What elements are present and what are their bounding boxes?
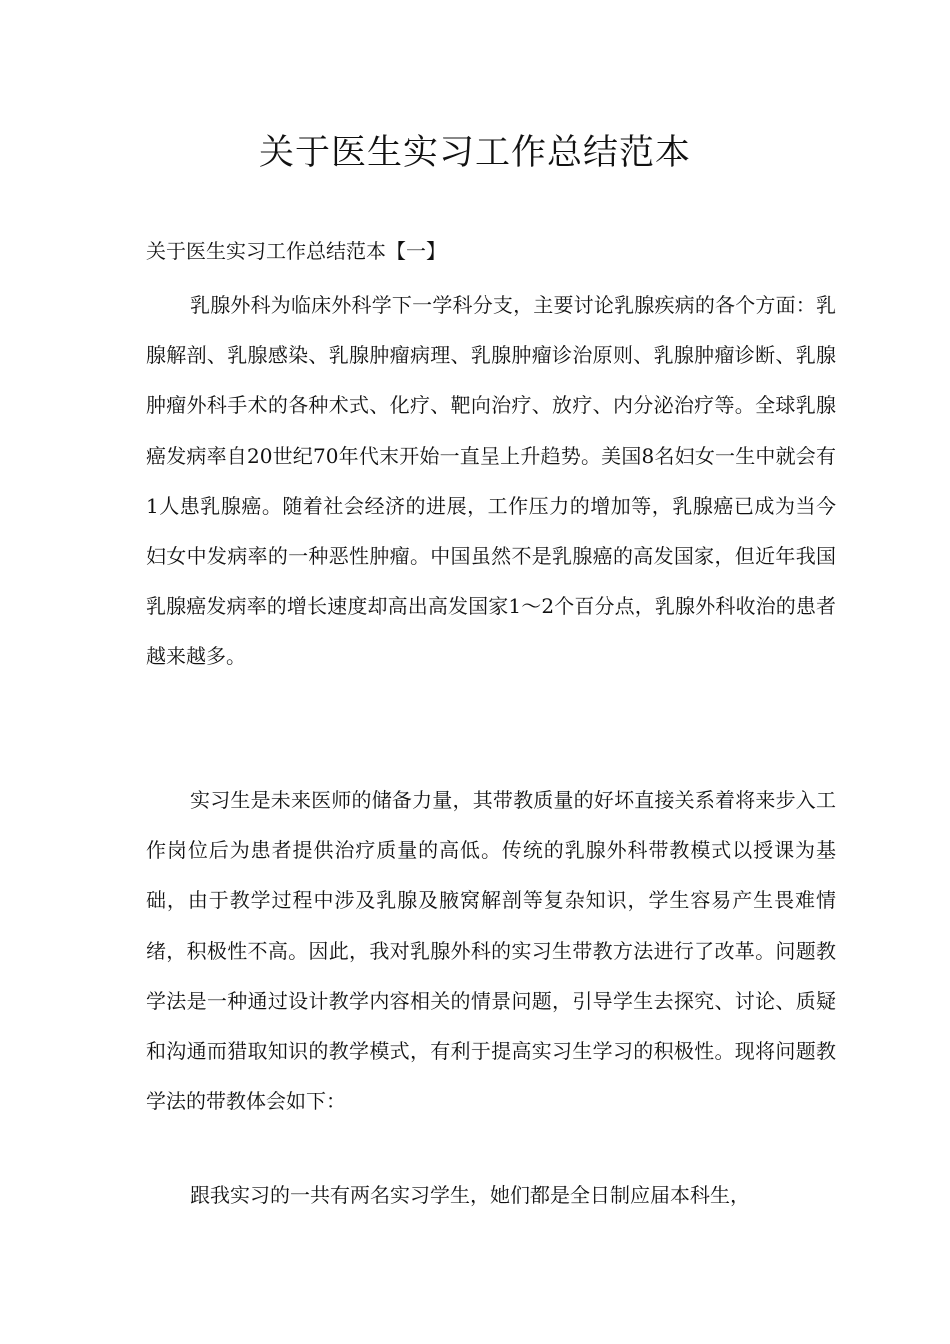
body-paragraph-3: 跟我实习的一共有两名实习学生，她们都是全日制应届本科生， bbox=[190, 1183, 750, 1207]
document-title: 关于医生实习工作总结范本 bbox=[258, 133, 691, 173]
body-paragraph-2: 实习生是未来医师的储备力量，其带教质量的好坏直接关系着将来步入工作岗位后为患者提供治疗质量的高低。传统的乳腺外科带教模式以授课为基础，由于教学过程中涉及乳腺及腋窝解剖等复杂知识，学生容易产生畏难情绪，积极性不高。因此，我对乳腺外科的实习生带教方法进行了改革。问题教学法是一种通过设计教学内容相关的情景问题，引导学生去探究、讨论、质疑和沟通而猎取知识的教学模式，有利于提高实习生学习的积极性。现将问题教学法的带教体会如下： bbox=[146, 788, 836, 1114]
body-paragraph-1: 乳腺外科为临床外科学下一学科分支，主要讨论乳腺疾病的各个方面：乳腺解剖、乳腺感染、乳腺肿瘤病理、乳腺肿瘤诊治原则、乳腺肿瘤诊断、乳腺肿瘤外科手术的各种术式、化疗、靶向治疗、放疗、内分泌治疗等。全球乳腺癌发病率自20世纪70年代末开始一直呈上升趋势。美国8名妇女一生中就会有1人患乳腺癌。随着社会经济的进展，工作压力的增加等，乳腺癌已成为当今妇女中发病率的一种恶性肿瘤。中国虽然不是乳腺癌的高发国家，但近年我国乳腺癌发病率的增长速度却高出高发国家1～2个百分点，乳腺外科收治的患者越来越多。 bbox=[146, 293, 836, 669]
section-heading: 关于医生实习工作总结范本【一】 bbox=[146, 239, 446, 263]
